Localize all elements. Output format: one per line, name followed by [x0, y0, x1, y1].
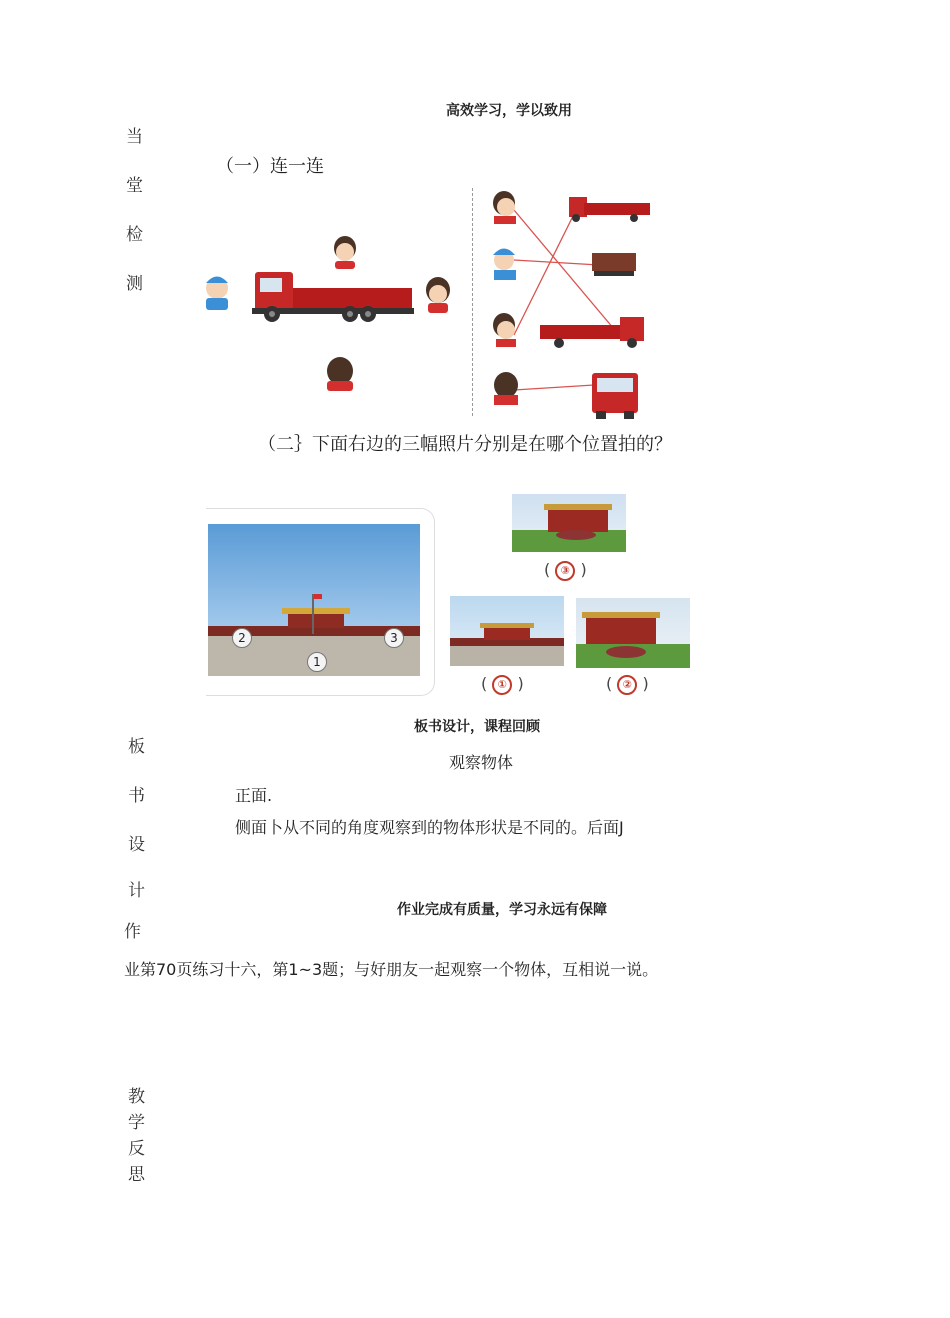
side-label-char: 设 [128, 835, 145, 855]
child-boy-cap-icon [493, 249, 516, 281]
side-label-char: 思 [128, 1165, 145, 1185]
child-side-icon [493, 313, 516, 347]
side-label-char: 检 [126, 225, 143, 245]
gate-roof [282, 608, 350, 614]
answer-a: ③ [555, 561, 575, 581]
position-marker-1: 1 [307, 652, 327, 672]
child-left-icon [206, 277, 228, 311]
answer-b: ① [492, 675, 512, 695]
answer-bracket-c: ( ② ) [606, 674, 649, 693]
gate-tower [288, 612, 344, 628]
photo-from-position-2 [576, 598, 690, 668]
side-label-char: 教 [128, 1087, 145, 1107]
tiananmen-photo [208, 524, 420, 676]
child-back-icon [327, 357, 353, 391]
position-marker-3: 3 [384, 628, 404, 648]
truck-side-view-icon [569, 197, 650, 222]
answer-bracket-b: ( ① ) [481, 674, 524, 693]
side-label-char: 学 [128, 1113, 145, 1133]
truck-side-view-2-icon [540, 317, 644, 348]
section-header-homework: 作业完成有质量，学习永远有保障 [397, 902, 607, 918]
vertical-divider [472, 188, 473, 416]
side-label-char: 堂 [126, 176, 143, 196]
truck-icon [252, 272, 414, 322]
position-marker-2: 2 [232, 628, 252, 648]
question-1-title: （一）连一连 [216, 156, 324, 177]
child-top-icon [334, 236, 356, 269]
truck-front-view-icon [592, 373, 638, 419]
child-back-icon [494, 372, 518, 405]
side-label-char: 计 [128, 881, 145, 901]
photo-from-position-1 [450, 596, 564, 666]
flag [314, 594, 322, 599]
question-2-title: （二｝下面右边的三幅照片分别是在哪个位置拍的？ [258, 434, 672, 455]
child-girl-icon [493, 191, 516, 224]
photo-from-position-3 [512, 494, 626, 552]
child-right-icon [426, 277, 450, 313]
answer-c: ② [617, 675, 637, 695]
side-label-char: 书 [128, 786, 145, 806]
side-label-char: 当 [126, 127, 143, 147]
truck-observation-illustration [200, 228, 460, 398]
side-label-char: 作 [124, 922, 141, 942]
section-header-practice: 高效学习，学以致用 [446, 103, 572, 119]
side-label-char: 板 [128, 737, 145, 757]
truck-rear-view-icon [592, 253, 636, 276]
answer-bracket-a: ( ③ ) [544, 560, 587, 579]
board-line-front: 正面. [235, 786, 273, 805]
flagpole [312, 594, 314, 634]
match-lines [514, 210, 619, 390]
board-title: 观察物体 [449, 753, 514, 772]
board-line-side: 侧面卜从不同的角度观察到的物体形状是不同的。后面J [235, 818, 624, 837]
matching-exercise [484, 185, 654, 420]
homework-text: 业第70页练习十六，第1~3题；与好朋友一起观察一个物体，互相说一说。 [124, 960, 659, 979]
side-label-char: 测 [126, 274, 143, 294]
side-label-char: 反 [128, 1139, 145, 1159]
section-header-board: 板书设计，课程回顾 [414, 719, 540, 735]
